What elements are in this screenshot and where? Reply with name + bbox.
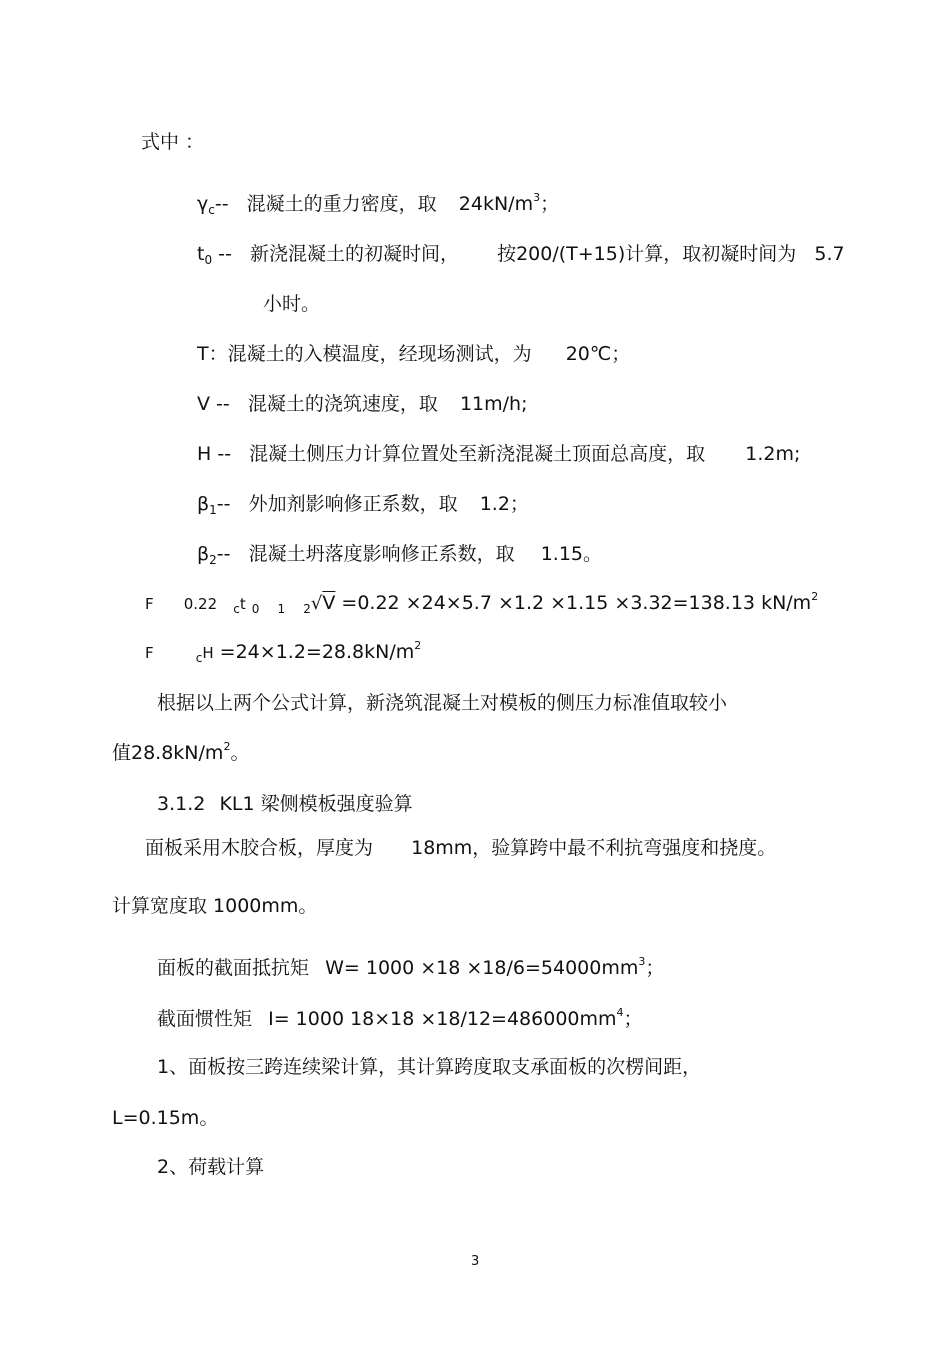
def-gamma-sup: 3 [533,191,541,204]
def-gamma-dash: -- [214,193,229,215]
formula-2-F: F [145,644,154,662]
def-gamma-value: 24kN/m [458,193,534,215]
def-V-value: 11m/h; [459,393,528,415]
para-2-line-1 [145,839,776,858]
def-beta2-text: 混凝土坍落度影响修正系数，取 [248,543,515,565]
formula-2-sup: 2 [414,639,422,652]
formula-1 [145,590,819,616]
def-t0-text: 新浇混凝土的初凝时间， [249,243,459,265]
def-V [197,395,528,414]
formula-1-gamma-sub: c [233,602,240,616]
formula-1-sup: 2 [811,590,819,603]
calc-I-tail: ； [623,1008,643,1030]
def-beta1-value: 1.2； [479,493,529,515]
formula-1-t: t [239,595,246,613]
item-2: 2、荷载计算 [157,1156,265,1178]
para-1-sup: 2 [223,740,231,753]
formula-2 [145,639,422,665]
formula-1-t-sub: 0 [251,602,260,616]
def-V-dash: -- [210,393,230,415]
def-t0-sub: 0 [204,253,213,267]
formula-1-beta1-sub: 1 [277,602,286,616]
def-H-dash: -- [211,443,232,465]
calc-W-expr: W= 1000 ×18 ×18/6=54000mm [325,957,639,979]
def-H [197,445,800,464]
def-V-symbol: V [197,393,210,415]
para-2-text: 面板采用木胶合板，厚度为 [145,837,374,859]
para-1-line-1: 根据以上两个公式计算，新浇筑混凝土对模板的侧压力标准值取较小 [157,692,728,714]
def-t0-value: 5.7 [814,243,845,265]
def-t0-continuation: 小时。 [263,293,321,315]
formula-1-V: V [322,592,336,614]
def-t0-text2: 按200/(T+15)计算，取初凝时间为 [497,243,797,265]
def-beta1-text: 外加剂影响修正系数，取 [248,493,458,515]
def-T-text: ：混凝土的入模温度，经现场测试，为 [208,343,532,365]
def-H-text: 混凝土侧压力计算位置处至新浇混凝土顶面总高度，取 [249,443,706,465]
def-gamma-sub: c [208,203,215,217]
def-beta2 [197,543,603,567]
def-T [197,345,630,364]
calc-W-tail: ； [645,957,665,979]
def-t0-dash: -- [212,243,232,265]
formula-2-gamma-sub: c [195,651,203,665]
calc-W-label: 面板的截面抵抗矩 [157,957,310,979]
def-beta1-sub: 1 [209,503,217,517]
para-1-tail: 。 [230,742,250,764]
calc-W-sup: 3 [638,955,646,968]
sqrt-symbol: √ [310,593,323,614]
def-gamma [197,191,560,217]
calc-W [157,955,665,979]
section-heading [157,795,413,814]
def-gamma-tail: ； [540,193,560,215]
def-beta1 [197,493,529,517]
para-1-value: 值28.8kN/m [112,742,224,764]
formula-1-beta2-sub: 2 [303,602,311,616]
def-beta2-value: 1.15。 [540,543,603,565]
def-beta2-dash: -- [216,543,231,565]
def-gamma-symbol: γ [197,193,209,215]
section-title: KL1 梁侧模板强度验算 [219,793,413,815]
def-H-value: 1.2m; [745,443,801,465]
def-T-symbol: T [197,343,209,365]
def-beta2-sub: 2 [209,553,217,567]
def-beta1-symbol: β [197,493,210,515]
para-1-line-2 [112,740,250,764]
formula-2-rhs: =24×1.2=28.8kN/m [219,641,415,663]
formula-1-F: F [145,595,154,613]
calc-I-expr: I= 1000 18×18 ×18/12=486000mm [268,1008,617,1030]
def-t0 [197,243,845,267]
def-t0-symbol: t [197,243,205,265]
calc-I-label: 截面惯性矩 [157,1008,253,1030]
calc-I-sup: 4 [616,1006,624,1019]
para-2-line-2: 计算宽度取 1000mm。 [112,895,318,917]
calc-I [157,1006,643,1030]
def-H-symbol: H [197,443,212,465]
item-1-line-1: 1、面板按三跨连续梁计算，其计算跨度取支承面板的次楞间距， [157,1056,702,1078]
def-gamma-text: 混凝土的重力密度，取 [246,193,437,215]
def-T-value: 20℃； [565,343,631,365]
formula-1-rhs: =0.22 ×24×5.7 ×1.2 ×1.15 ×3.32=138.13 kN/m [341,592,812,614]
formula-2-H: H [202,644,214,662]
intro-label: 式中 ： [141,131,205,153]
item-1-line-2: L=0.15m。 [112,1107,219,1129]
def-V-text: 混凝土的浇筑速度，取 [247,393,438,415]
def-beta1-dash: -- [216,493,231,515]
page-number: 3 [471,1254,480,1269]
para-2-value: 18mm，验算跨中最不利抗弯强度和挠度。 [411,837,777,859]
formula-1-coef: 0.22 [183,595,218,613]
section-number: 3.1.2 [157,793,206,815]
def-beta2-symbol: β [197,543,210,565]
